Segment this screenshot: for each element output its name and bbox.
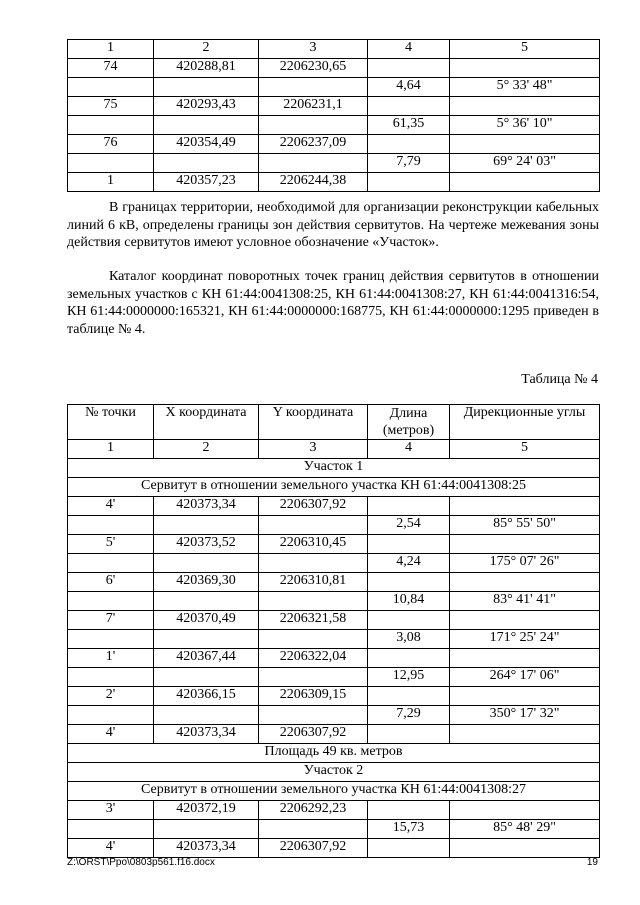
table-cell: 420357,23 bbox=[154, 173, 259, 192]
table-cell bbox=[154, 154, 259, 173]
table-cell bbox=[450, 97, 600, 116]
table-cell: 2206309,15 bbox=[259, 687, 368, 706]
table-cell bbox=[450, 135, 600, 154]
table-cell bbox=[368, 535, 450, 554]
table-cell bbox=[68, 706, 154, 725]
table-header-numbering bbox=[68, 40, 600, 59]
paragraph-servitude-zones: В границах территории, необходимой для организации реконструкции кабельных линий 6 кВ, определены границы зон действия сервитутов. На чертеже межевания зоны действия сервитутов имеют условное обозначение «Участок». bbox=[67, 200, 599, 250]
table-row bbox=[68, 154, 600, 173]
table-row bbox=[68, 173, 600, 192]
table-cell bbox=[259, 78, 368, 97]
table-cell bbox=[68, 554, 154, 573]
table-row bbox=[68, 516, 600, 535]
section-subtitle-cell: Сервитут в отношении земельного участка КН 61:44:0041308:25 bbox=[68, 478, 600, 497]
section-subtitle bbox=[68, 782, 600, 801]
table-row bbox=[68, 116, 600, 135]
table-cell: 15,73 bbox=[368, 820, 450, 839]
table-cell: 2 bbox=[154, 440, 259, 459]
table-cell: 2206307,92 bbox=[259, 725, 368, 744]
table-cell bbox=[450, 839, 600, 858]
table-cell: 264° 17' 06" bbox=[450, 668, 600, 687]
table-cell: 3,08 bbox=[368, 630, 450, 649]
table-row bbox=[68, 668, 600, 687]
table-cell: 2206321,58 bbox=[259, 611, 368, 630]
table-cell: 85° 48' 29" bbox=[450, 820, 600, 839]
table-cell: 420293,43 bbox=[154, 97, 259, 116]
table-cell: № точки bbox=[68, 405, 154, 440]
section-title bbox=[68, 763, 600, 782]
table-cell: 420373,34 bbox=[154, 497, 259, 516]
table-cell bbox=[368, 97, 450, 116]
coordinates-table-continued bbox=[67, 39, 600, 192]
table-cell bbox=[259, 668, 368, 687]
table-cell: 420373,34 bbox=[154, 725, 259, 744]
table-cell: 76 bbox=[68, 135, 154, 154]
table-cell bbox=[154, 116, 259, 135]
table-row bbox=[68, 820, 600, 839]
table-cell: 420373,52 bbox=[154, 535, 259, 554]
table-cell bbox=[259, 592, 368, 611]
table-cell bbox=[154, 820, 259, 839]
table-cell bbox=[154, 78, 259, 97]
table-cell: 6' bbox=[68, 573, 154, 592]
section-subtitle-cell: Сервитут в отношении земельного участка КН 61:44:0041308:27 bbox=[68, 782, 600, 801]
table-caption: Таблица № 4 bbox=[521, 372, 598, 387]
section-title-cell: Участок 1 bbox=[68, 459, 600, 478]
table-cell: 4 bbox=[368, 40, 450, 59]
table-cell: 2' bbox=[68, 687, 154, 706]
table-cell bbox=[368, 839, 450, 858]
table-cell: 75 bbox=[68, 97, 154, 116]
table-cell bbox=[450, 649, 600, 668]
table-row bbox=[68, 801, 600, 820]
table-cell bbox=[368, 497, 450, 516]
table-cell bbox=[259, 820, 368, 839]
table-row bbox=[68, 725, 600, 744]
table-cell: 420373,34 bbox=[154, 839, 259, 858]
table-numbering-row bbox=[68, 440, 600, 459]
table-cell bbox=[154, 592, 259, 611]
table-cell bbox=[259, 116, 368, 135]
table-cell: 1 bbox=[68, 440, 154, 459]
table-cell bbox=[154, 630, 259, 649]
table-cell bbox=[368, 59, 450, 78]
table-row bbox=[68, 611, 600, 630]
table-cell: 2 bbox=[154, 40, 259, 59]
table-row bbox=[68, 706, 600, 725]
table-cell: 4' bbox=[68, 497, 154, 516]
table-cell bbox=[450, 725, 600, 744]
table-cell bbox=[68, 592, 154, 611]
table-cell: 7,29 bbox=[368, 706, 450, 725]
table-cell: 12,95 bbox=[368, 668, 450, 687]
table-cell: 420372,19 bbox=[154, 801, 259, 820]
table-cell: 5 bbox=[450, 440, 600, 459]
paragraph-catalog-reference: Каталог координат поворотных точек границ действия сервитутов в отношении земельных участков с КН 61:44:0041308:25, КН 61:44:0041308:27, КН 61:44:0041316:54, КН 61:44:0000000:165321, КН 61:44:0000000:168775, КН 61:44:0000000:1295 приведен в таблице № 4. bbox=[67, 269, 599, 337]
table-cell: 3' bbox=[68, 801, 154, 820]
table-cell: 2206307,92 bbox=[259, 497, 368, 516]
table-cell bbox=[450, 573, 600, 592]
table-cell bbox=[368, 687, 450, 706]
table-cell bbox=[450, 801, 600, 820]
table-cell: 7,79 bbox=[368, 154, 450, 173]
table-cell: 4' bbox=[68, 725, 154, 744]
table-cell: 2206310,81 bbox=[259, 573, 368, 592]
table-row bbox=[68, 573, 600, 592]
table-cell: 420367,44 bbox=[154, 649, 259, 668]
table-cell: 2206292,23 bbox=[259, 801, 368, 820]
table-cell bbox=[68, 78, 154, 97]
table-cell: 420369,30 bbox=[154, 573, 259, 592]
table-row bbox=[68, 592, 600, 611]
table-cell bbox=[450, 611, 600, 630]
table-cell bbox=[154, 554, 259, 573]
table-cell: 10,84 bbox=[368, 592, 450, 611]
table-cell bbox=[68, 116, 154, 135]
table-cell: Y координата bbox=[259, 405, 368, 440]
table-cell bbox=[259, 554, 368, 573]
footer-file-path: Z:\ORST\Ppo\0803p561.f16.docx bbox=[67, 857, 215, 868]
table-row bbox=[68, 554, 600, 573]
table-row bbox=[68, 497, 600, 516]
table-cell bbox=[154, 516, 259, 535]
table-cell: 7' bbox=[68, 611, 154, 630]
table-cell bbox=[450, 173, 600, 192]
table-cell: 3 bbox=[259, 40, 368, 59]
table-cell bbox=[450, 535, 600, 554]
table-cell bbox=[368, 611, 450, 630]
table-cell bbox=[450, 497, 600, 516]
table-cell: 5' bbox=[68, 535, 154, 554]
section-area bbox=[68, 744, 600, 763]
table-cell: 4 bbox=[368, 440, 450, 459]
table-cell: 3 bbox=[259, 440, 368, 459]
table-cell: 5° 36' 10" bbox=[450, 116, 600, 135]
table-cell bbox=[368, 173, 450, 192]
table-row bbox=[68, 630, 600, 649]
table-cell bbox=[68, 154, 154, 173]
table-cell: 4' bbox=[68, 839, 154, 858]
section-area-cell: Площадь 49 кв. метров bbox=[68, 744, 600, 763]
section-title-cell: Участок 2 bbox=[68, 763, 600, 782]
table-cell: 69° 24' 03" bbox=[450, 154, 600, 173]
table-cell: X координата bbox=[154, 405, 259, 440]
table-cell: 85° 55' 50" bbox=[450, 516, 600, 535]
table-row bbox=[68, 649, 600, 668]
table-cell bbox=[68, 630, 154, 649]
table-cell bbox=[368, 725, 450, 744]
table-cell: 2206307,92 bbox=[259, 839, 368, 858]
table-cell: 2206322,04 bbox=[259, 649, 368, 668]
table-cell: 2206230,65 bbox=[259, 59, 368, 78]
table-cell: 1 bbox=[68, 40, 154, 59]
table-cell: 2206237,09 bbox=[259, 135, 368, 154]
table-cell: 4,24 bbox=[368, 554, 450, 573]
table-cell: 2206244,38 bbox=[259, 173, 368, 192]
table-cell bbox=[368, 573, 450, 592]
table-cell: 171° 25' 24" bbox=[450, 630, 600, 649]
table-cell bbox=[450, 59, 600, 78]
table-cell: 420288,81 bbox=[154, 59, 259, 78]
page-number: 19 bbox=[586, 857, 598, 868]
table-cell bbox=[68, 516, 154, 535]
table-cell bbox=[259, 706, 368, 725]
table-cell bbox=[450, 687, 600, 706]
table-cell: Дирекционные углы bbox=[450, 405, 600, 440]
table-cell: 2,54 bbox=[368, 516, 450, 535]
table-cell: 1 bbox=[68, 173, 154, 192]
section-subtitle bbox=[68, 478, 600, 497]
servitude-coordinates-table bbox=[67, 404, 600, 858]
table-cell: 420370,49 bbox=[154, 611, 259, 630]
table-cell: Длина (метров) bbox=[368, 405, 450, 440]
table-cell: 2206310,45 bbox=[259, 535, 368, 554]
section-title bbox=[68, 459, 600, 478]
table-cell: 420366,15 bbox=[154, 687, 259, 706]
table-cell bbox=[68, 668, 154, 687]
table-cell bbox=[154, 668, 259, 687]
table-cell: 1' bbox=[68, 649, 154, 668]
table-row bbox=[68, 687, 600, 706]
table-cell bbox=[368, 649, 450, 668]
table-cell: 61,35 bbox=[368, 116, 450, 135]
table-row bbox=[68, 97, 600, 116]
table-cell: 175° 07' 26" bbox=[450, 554, 600, 573]
table-cell: 4,64 bbox=[368, 78, 450, 97]
table-cell: 420354,49 bbox=[154, 135, 259, 154]
table-cell: 350° 17' 32" bbox=[450, 706, 600, 725]
table-row bbox=[68, 535, 600, 554]
table-row bbox=[68, 839, 600, 858]
table-row bbox=[68, 78, 600, 97]
table-cell bbox=[368, 135, 450, 154]
table-header-row bbox=[68, 405, 600, 440]
table-cell bbox=[259, 516, 368, 535]
table-cell bbox=[368, 801, 450, 820]
table-cell bbox=[259, 154, 368, 173]
table-cell: 5 bbox=[450, 40, 600, 59]
table-cell: 83° 41' 41" bbox=[450, 592, 600, 611]
table-row bbox=[68, 59, 600, 78]
table-cell bbox=[68, 820, 154, 839]
table-row bbox=[68, 135, 600, 154]
table-cell: 5° 33' 48" bbox=[450, 78, 600, 97]
table-cell: 2206231,1 bbox=[259, 97, 368, 116]
table-cell bbox=[154, 706, 259, 725]
table-cell bbox=[259, 630, 368, 649]
table-cell: 74 bbox=[68, 59, 154, 78]
